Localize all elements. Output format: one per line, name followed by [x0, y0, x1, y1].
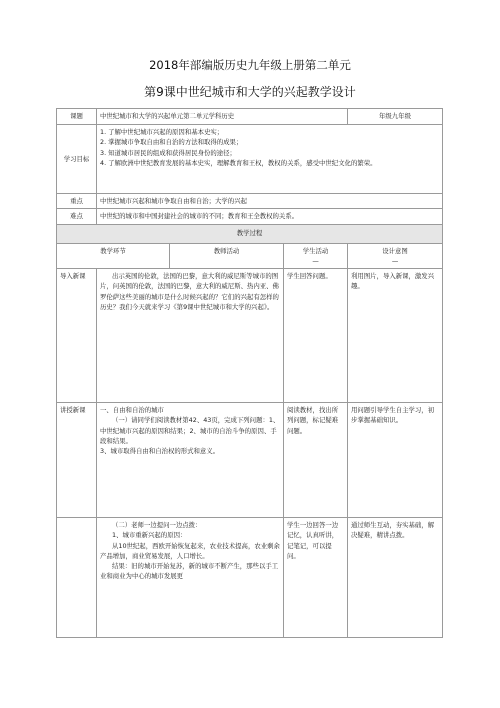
teacher-text: 3、城市取得自由和自治权的形式和意义。 — [100, 447, 220, 455]
teacher-activity-lesson-2 — [97, 518, 284, 638]
goal-item: 3. 知道城市居民的组成和获得居民身份的途径； — [100, 148, 236, 157]
stage-continued — [57, 518, 97, 638]
teacher-text: 出示英国的伦敦，法国的巴黎，意大利的威尼斯等城市的图片，问英国的伦敦，法国的巴黎，意大利的威尼斯、热内亚、佛罗伦萨这些美丽的城市是什么时候兴起的？它们的兴起有怎样的历史？我们今天就来学习《第9课中世纪城市和大学的兴起》。 — [100, 272, 279, 311]
col-student-label: 学生活动 — [302, 246, 329, 255]
stage-intro: 导入新课 — [57, 269, 97, 403]
document-title: 2018年部编版历史九年级上册第二单元 — [149, 58, 351, 72]
lesson-plan-table — [56, 108, 443, 638]
stage-new-lesson: 讲授新课 — [57, 403, 97, 518]
col-intent-dash: — — [391, 256, 399, 265]
col-intent-header — [348, 243, 443, 269]
teacher-activity-intro — [97, 269, 284, 403]
col-student-dash: — — [312, 256, 319, 265]
teacher-activity-lesson-1 — [97, 403, 284, 518]
teacher-text: 结果：旧的城市开始复苏，新的城市不断产生，那些以手工业和商业为中心的城市发展更 — [100, 562, 279, 581]
student-activity-intro: 学生回答问题。 — [284, 269, 348, 403]
teacher-text: 1、城市重新兴起的原因： — [112, 531, 187, 540]
teacher-text: 从10世纪起，西欧开始恢复起来，农业技术提高，农业剩余产品增加，商业贸易发展，人口增长。 — [100, 541, 280, 560]
goals-list — [97, 125, 443, 194]
goal-item: 2. 掌握城市争取自由和自治的方法和取得的成果； — [100, 138, 243, 147]
key-value: 中世纪城市兴起和城市争取自由和自治；大学的兴起 — [97, 194, 443, 209]
difficulty-value: 中世纪的城市和中国封建社会的城市的不同；教育和王全教权的关系。 — [97, 209, 443, 224]
student-activity-lesson-2: 学生一边回答一边记忆，认真听讲，记笔记，可以提问。 — [284, 518, 348, 638]
student-activity-lesson-1: 阅读教材，找出所列问题，标记疑难问题。 — [284, 403, 348, 518]
col-teacher-header: 教师活动 — [170, 243, 284, 269]
intent-lesson-1: 用问题引导学生自主学习，初步掌握基础知识。 — [348, 403, 443, 518]
topic-label: 课题 — [57, 109, 97, 125]
difficulty-label: 难点 — [57, 209, 97, 224]
lesson-title: 第9课中世纪城市和大学的兴起教学设计 — [144, 85, 356, 99]
col-student-header — [284, 243, 348, 269]
intent-intro: 利用图片，导入新课，激发兴趣。 — [348, 269, 443, 403]
teacher-text: （一）请同学们阅读教材第42、43页，完成下列问题：1、中世纪城市兴起的原因和结果；2、城市的自治斗争的原因、手段和结果。 — [100, 416, 280, 445]
col-stage-header: 教学环节 — [57, 243, 170, 269]
key-label: 重点 — [57, 194, 97, 209]
teacher-text: 一、自由和自治的城市 — [100, 406, 164, 414]
intent-lesson-2: 通过师生互动，夯实基础，解决疑难，精讲点拨。 — [348, 518, 443, 638]
topic-value: 中世纪城市和大学的兴起单元第二单元学科历史 — [97, 109, 348, 125]
goal-item: 4. 了解欧洲中世纪教育发展的基本史实，理解教育和王权，教权的关系，感受中世纪文化的繁荣。 — [100, 158, 377, 167]
goal-item: 1. 了解中世纪城市兴起的原因和基本史实； — [100, 128, 224, 136]
goals-label: 学习目标 — [57, 125, 97, 194]
col-intent-label: 设计意图 — [382, 246, 408, 255]
process-header: 教学过程 — [57, 224, 443, 243]
grade-value: 年级九年级 — [348, 109, 443, 125]
teacher-text: （二）老师一边提问一边点拨： — [112, 521, 202, 529]
